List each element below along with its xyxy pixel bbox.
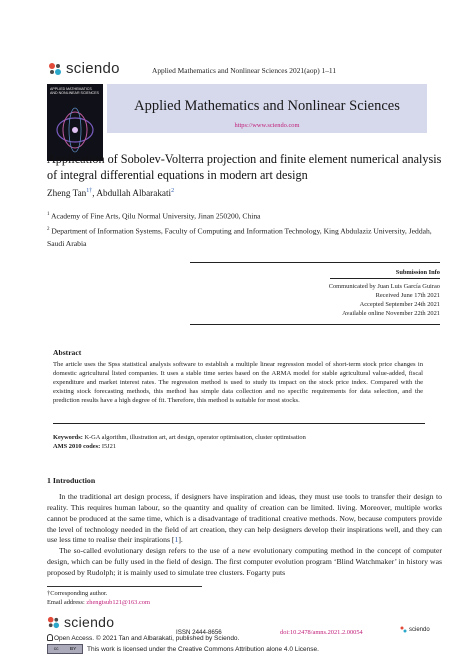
- email-label: Email address:: [47, 599, 87, 606]
- ams-label: AMS 2010 codes:: [53, 443, 101, 450]
- divider: [190, 324, 440, 325]
- footnote-corresponding: †Corresponding author.: [47, 590, 108, 597]
- sciendo-wordmark-small: sciendo: [409, 626, 430, 633]
- footnote-email: [47, 599, 150, 606]
- affiliation-text: Department of Information Systems, Faculty of Computing and Information Technology, King Abdulaziz University, Jeddah, Saudi Arabia: [47, 226, 432, 248]
- author-list: [47, 188, 174, 198]
- author-affiliation-marker[interactable]: 2: [171, 188, 175, 194]
- license-text: This work is licensed under the Creative Commons Attribution alone 4.0 License.: [87, 645, 319, 653]
- email-link[interactable]: zhengtsub121@163.com: [86, 599, 150, 606]
- sciendo-wordmark: sciendo: [66, 60, 120, 77]
- citation-link[interactable]: 1: [174, 535, 179, 545]
- affiliation-number: 1: [47, 212, 50, 217]
- cover-art-icon: [47, 84, 103, 161]
- open-access-text: Open Access. © 2021 Tan and Albarakati, published by Sciendo.: [54, 635, 240, 642]
- affiliation-1: [47, 209, 442, 223]
- by-badge-label: BY: [69, 646, 77, 652]
- keywords-text: K-GA algorithm, illustration art, art design, operator optimisation, cluster optimisation: [84, 434, 306, 441]
- sciendo-logo-bottom: [47, 614, 114, 630]
- submission-info-heading: Submission Info: [395, 269, 440, 276]
- sciendo-logo-icon: [400, 626, 407, 633]
- author-affiliation-marker[interactable]: 1†: [86, 188, 93, 194]
- issn: ISSN 2444-8656: [176, 629, 222, 636]
- sciendo-logo-top: [48, 60, 120, 77]
- sciendo-logo-small: [400, 626, 430, 633]
- divider: [53, 423, 425, 424]
- article-title: Application of Sobolev-Volterra projection and finite element numerical analysis of integral differential equations in modern art design: [47, 152, 442, 182]
- footnote-divider: [47, 586, 202, 587]
- affiliation-text: Academy of Fine Arts, Qilu Normal University, Jinan 250200, China: [50, 211, 261, 221]
- keywords: [53, 434, 306, 441]
- license-notice: [47, 644, 319, 654]
- abstract-text: The article uses the Spss statistical analysis software to establish a multiple linear regression model of short-term stock price changes in domestic agricultural listed companies. It uses a stable time series based on the ARMA model for stable agricultural value-added, fiscal expenditure and market interest rates. The regression method is used to study its impact on the stock price index. Compared with the existing stock forecasting methods, this method has simple data collection and no specific requirements for data selection, and the prediction results have a high degree of fit. Therefore, this method is suitable for most stocks.: [53, 361, 423, 404]
- journal-cover-image: [47, 84, 103, 161]
- sciendo-logo-icon: [48, 62, 62, 76]
- submission-received: Received June 17th 2021: [375, 292, 440, 299]
- submission-communicated: Communicated by Juan Luis García Guirao: [328, 283, 440, 290]
- open-access-notice: [47, 634, 239, 642]
- submission-available: Available online November 22th 2021: [342, 310, 440, 317]
- affiliation-2: [47, 224, 442, 250]
- introduction-body: [47, 492, 442, 579]
- affiliation-number: 2: [47, 227, 50, 232]
- ams-text: I5J21: [101, 443, 117, 450]
- divider: [190, 262, 440, 263]
- paragraph: The so-called evolutionary design refers to the use of a new evolutionary computing method in the concept of computer design, which can be fully used in the field of design. The first computer evolution program ‘Blind Watchmaker’ in history was proposed by Rudolph; it is mainly used to simulate tree clusters. Fogarty puts: [47, 546, 442, 577]
- paragraph: [47, 492, 442, 546]
- author-name: Abdullah Albarakati: [96, 188, 172, 199]
- doi-link[interactable]: doi:10.2478/amns.2021.2.00054: [280, 629, 363, 636]
- cc-by-badge-icon[interactable]: [47, 644, 83, 654]
- submission-accepted: Accepted September 24th 2021: [359, 301, 440, 308]
- cc-badge-label: cc: [53, 646, 59, 652]
- abstract-heading: Abstract: [53, 348, 82, 357]
- author-separator: ,: [92, 188, 97, 199]
- journal-name: Applied Mathematics and Nonlinear Sciences: [134, 98, 400, 114]
- section-heading-introduction: 1 Introduction: [47, 476, 96, 485]
- journal-url-link[interactable]: https://www.sciendo.com: [234, 122, 300, 129]
- cover-title: APPLIED MATHEMATICS AND NONLINEAR SCIENCES: [50, 87, 99, 96]
- paragraph-text: ].: [178, 535, 183, 545]
- sciendo-logo-icon: [47, 616, 60, 629]
- ams-codes: [53, 443, 116, 450]
- paragraph-text: In the traditional art design process, if designers have inspiration and ideas, they must use tools to transfer their design to reality. This requires human labour, so the quantity and quality of creation can be limited. living. Moreover, multiple works cannot be produced at the same time, which is a disadvantage of traditional creative methods. Now, because computers provide the level of technology needed in the field of art creation, they can help designers develop their inspirations well, and they can use less time to realise their inspirations [: [47, 492, 442, 545]
- author-name: Zheng Tan: [47, 188, 87, 199]
- running-head: Applied Mathematics and Nonlinear Sciences 2021(aop) 1–11: [152, 66, 337, 75]
- open-access-icon: [47, 634, 53, 641]
- keywords-label: Keywords:: [53, 434, 83, 441]
- divider: [330, 278, 440, 279]
- sciendo-wordmark: sciendo: [64, 614, 115, 630]
